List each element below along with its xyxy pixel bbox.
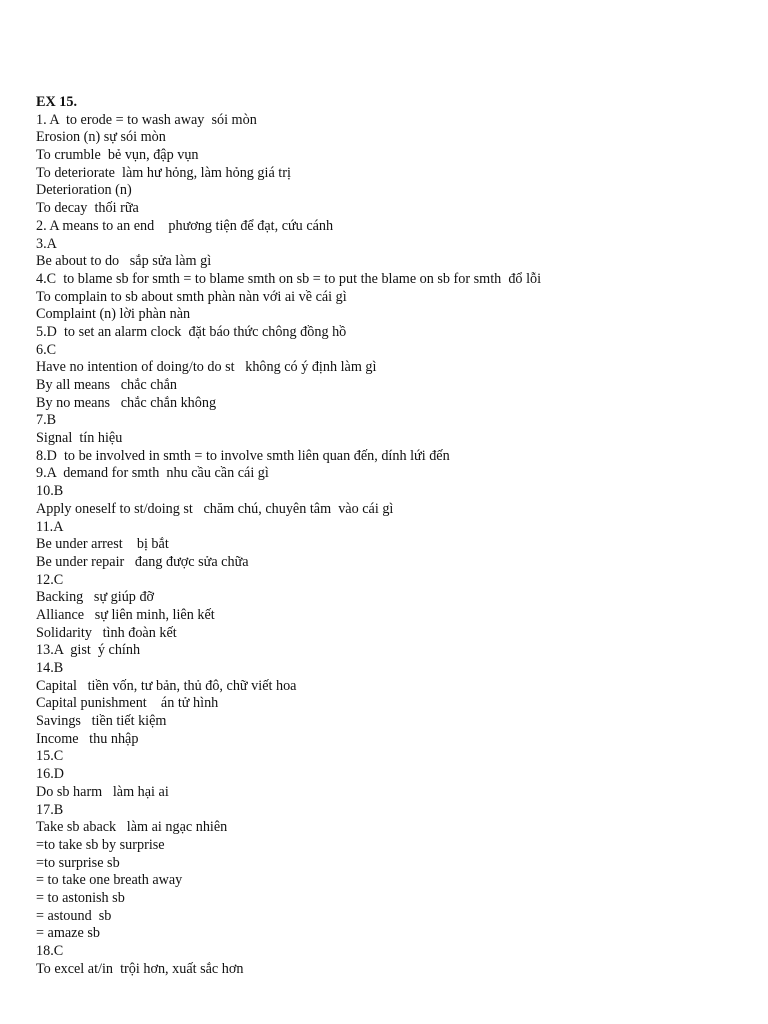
text-line: Solidarity tình đoàn kết <box>36 624 177 641</box>
text-line: Savings tiền tiết kiệm <box>36 713 167 730</box>
text-line: 1. A to erode = to wash away sói mòn <box>36 111 257 128</box>
document-page <box>36 94 756 978</box>
text-line: 16.D <box>36 766 64 783</box>
text-line: 8.D to be involved in smth = to involve smth liên quan đến, dính lứi đến <box>36 447 450 464</box>
text-line: Apply oneself to st/doing st chăm chú, chuyên tâm vào cái gì <box>36 500 394 517</box>
text-line: 11.A <box>36 518 64 535</box>
text-line: Capital punishment án tử hình <box>36 695 219 712</box>
text-line: 12.C <box>36 571 64 588</box>
text-line: Take sb aback làm ai ngạc nhiên <box>36 819 228 836</box>
text-line: 5.D to set an alarm clock đặt báo thức chông đồng hồ <box>36 323 347 340</box>
text-line: Deterioration (n) <box>36 182 132 199</box>
text-line: Have no intention of doing/to do st không có ý định làm gì <box>36 359 377 376</box>
text-line: 13.A gist ý chính <box>36 642 141 659</box>
text-line: Be under repair đang được sửa chữa <box>36 553 249 570</box>
text-line: = astound sb <box>36 907 112 924</box>
text-line: = to take one breath away <box>36 872 183 889</box>
text-line: Backing sự giúp đỡ <box>36 589 155 606</box>
text-line: Be about to do sắp sửa làm gì <box>36 253 212 270</box>
text-line: Be under arrest bị bắt <box>36 536 169 553</box>
document-lines <box>36 112 756 979</box>
text-line: 9.A demand for smth nhu cầu cần cái gì <box>36 465 269 482</box>
text-line: = to astonish sb <box>36 889 125 906</box>
text-line: 15.C <box>36 748 64 765</box>
text-line: Erosion (n) sự sói mòn <box>36 129 166 146</box>
text-line: By all means chắc chắn <box>36 377 178 393</box>
text-line: To complain to sb about smth phàn nàn với ai về cái gì <box>36 288 347 305</box>
text-line: 4.C to blame sb for smth = to blame smth on sb = to put the blame on sb for smth đổ lỗi <box>36 270 542 287</box>
text-line: To excel at/in trội hơn, xuất sắc hơn <box>36 960 244 977</box>
text-line: = amaze sb <box>36 925 100 942</box>
text-line: By no means chắc chắn không <box>36 394 217 411</box>
exercise-title: EX 15. <box>36 94 77 110</box>
text-line: 7.B <box>36 412 57 429</box>
text-line: To deteriorate làm hư hỏng, làm hỏng giá trị <box>36 164 291 181</box>
text-line: =to take sb by surprise <box>36 836 165 853</box>
text-line: To decay thối rữa <box>36 200 139 217</box>
text-line: To crumble bẻ vụn, đập vụn <box>36 147 199 164</box>
text-line: Complaint (n) lời phàn nàn <box>36 306 191 323</box>
text-line: 6.C <box>36 341 57 358</box>
text-line: 14.B <box>36 660 64 676</box>
text-line: 2. A means to an end phương tiện để đạt, cứu cánh <box>36 217 334 234</box>
text-line: 10.B <box>36 483 64 500</box>
text-line: 18.C <box>36 943 64 959</box>
text-line: 17.B <box>36 801 64 818</box>
text-line: 3.A <box>36 235 57 252</box>
text-line: =to surprise sb <box>36 854 120 871</box>
text-line: Do sb harm làm hại ai <box>36 783 169 800</box>
text-line: Income thu nhập <box>36 730 139 747</box>
text-line: Alliance sự liên minh, liên kết <box>36 606 215 623</box>
text-line: Capital tiền vốn, tư bản, thủ đô, chữ viết hoa <box>36 677 297 694</box>
text-line: Signal tín hiệu <box>36 430 123 447</box>
